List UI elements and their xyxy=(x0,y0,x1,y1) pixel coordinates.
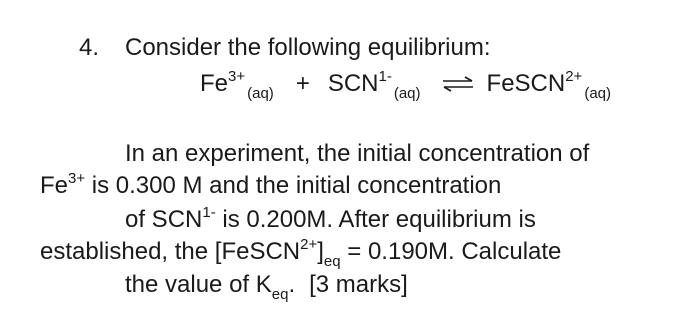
paragraph-line-4 xyxy=(40,235,562,270)
reactant-scn xyxy=(327,67,421,102)
complex-charge: 2+ xyxy=(300,235,318,253)
paragraph-line-1: In an experiment, the initial concentration of xyxy=(125,140,590,167)
equilibrium-equation xyxy=(200,67,612,102)
reactant-scn-charge: 1- xyxy=(378,67,392,85)
reactant-fe-state: (aq) xyxy=(247,84,274,102)
question-number: 4. xyxy=(79,34,100,61)
product-charge: 2+ xyxy=(565,67,583,85)
paragraph-line-5 xyxy=(125,271,408,303)
reactant-fe-formula: Fe xyxy=(200,70,229,97)
paragraph-line-3-start: of SCN xyxy=(125,206,203,233)
paragraph-line-4-text: = 0.190M. Calculate xyxy=(340,238,562,265)
question-intro: Consider the following equilibrium: xyxy=(125,34,491,61)
paragraph-line-3 xyxy=(125,203,536,234)
sentence-period: . xyxy=(288,271,296,298)
thiocyanate-charge: 1- xyxy=(202,203,216,221)
reactant-fe-charge: 3+ xyxy=(228,67,246,85)
iron-symbol: Fe xyxy=(40,172,69,199)
marks-label: [3 marks] xyxy=(309,271,408,298)
product-state: (aq) xyxy=(584,84,612,102)
paragraph-line-2 xyxy=(40,169,502,200)
paragraph-line-2-text: is 0.300 M and the initial concentration xyxy=(85,172,502,199)
eq-subscript: eq xyxy=(323,252,341,270)
reactant-scn-state: (aq) xyxy=(393,84,421,102)
reactant-fe xyxy=(200,67,274,102)
keq-subscript: eq xyxy=(271,285,289,303)
product-formula: FeSCN xyxy=(486,70,566,97)
plus-sign: + xyxy=(295,70,310,97)
paragraph-line-3-text: is 0.200M. After equilibrium is xyxy=(215,206,536,233)
reactant-scn-formula: SCN xyxy=(327,70,379,97)
product-fescn xyxy=(486,67,612,102)
equilibrium-arrows-icon xyxy=(441,76,475,92)
paragraph-line-5-start: the value of K xyxy=(125,271,272,298)
bracket-close: ] xyxy=(317,238,324,265)
iron-charge: 3+ xyxy=(68,169,86,187)
paragraph-line-4-start: established, the [FeSCN xyxy=(40,238,301,265)
